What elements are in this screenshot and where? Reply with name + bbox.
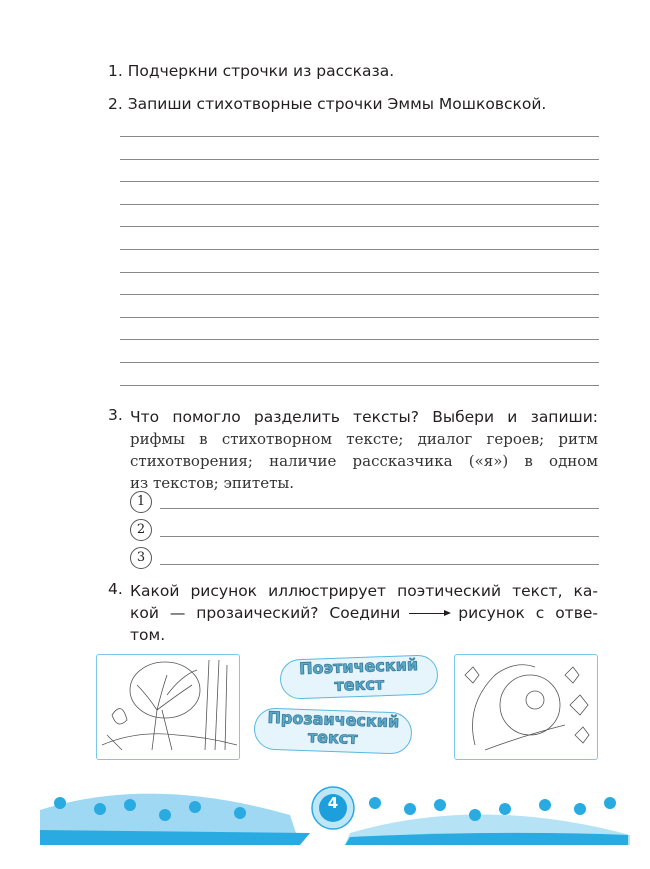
footer-band	[0, 775, 650, 855]
answer-line-2[interactable]	[160, 536, 599, 537]
task-text: рисунок с отве-	[458, 604, 598, 622]
writing-line[interactable]	[120, 181, 599, 182]
writing-line[interactable]	[120, 136, 599, 137]
task-number: 4.	[108, 580, 123, 598]
answer-line-1[interactable]	[160, 508, 599, 509]
label-prosaic-text[interactable]	[253, 707, 412, 754]
tree-illustration[interactable]	[96, 654, 240, 760]
task-number: 2.	[108, 95, 123, 113]
task-text: том.	[130, 626, 166, 644]
girl-leaves-illustration[interactable]	[454, 654, 598, 760]
label-line: Поэтический	[298, 654, 419, 679]
writing-line[interactable]	[120, 272, 599, 273]
girl-drawing-icon	[455, 655, 597, 759]
writing-line[interactable]	[120, 362, 599, 363]
task-1	[108, 60, 598, 82]
options-line: из текстов; эпитеты.	[130, 474, 295, 492]
label-poetic-text[interactable]	[279, 654, 438, 699]
answer-number-3: 3	[130, 547, 152, 569]
label-line: текст	[334, 674, 385, 695]
task-text: Подчеркни строчки из рассказа.	[127, 62, 395, 80]
label-line: Прозаический	[267, 707, 400, 732]
tree-drawing-icon	[97, 655, 239, 759]
task-2	[108, 93, 598, 115]
options-line: стихотворения; наличие рассказчика («я») в одном	[130, 452, 598, 470]
task-text: Запиши стихотворные строчки Эммы Мошковской.	[127, 95, 547, 113]
writing-line[interactable]	[120, 294, 599, 295]
task-text: кой — прозаический? Соедини	[130, 604, 401, 622]
writing-line[interactable]	[120, 249, 599, 250]
arrow-icon	[409, 613, 449, 624]
writing-line[interactable]	[120, 339, 599, 340]
task-text: Какой рисунок иллюстрирует поэтический текст, ка-	[130, 582, 598, 600]
task-number: 1.	[108, 62, 123, 80]
task-3	[108, 406, 598, 494]
writing-line[interactable]	[120, 317, 599, 318]
answer-number-2: 2	[130, 519, 152, 541]
answer-number-1: 1	[130, 491, 152, 513]
writing-line[interactable]	[120, 159, 599, 160]
task-question: Что помогло разделить тексты? Выбери и запиши:	[130, 408, 598, 426]
writing-line[interactable]	[120, 204, 599, 205]
label-line: текст	[307, 727, 358, 748]
task-number: 3.	[108, 406, 123, 424]
page-number: 4	[327, 794, 339, 812]
writing-line[interactable]	[120, 385, 599, 386]
task-4	[108, 580, 598, 646]
answer-line-3[interactable]	[160, 564, 599, 565]
writing-line[interactable]	[120, 226, 599, 227]
options-line: рифмы в стихотворном тексте; диалог героев; ритм	[130, 430, 598, 448]
